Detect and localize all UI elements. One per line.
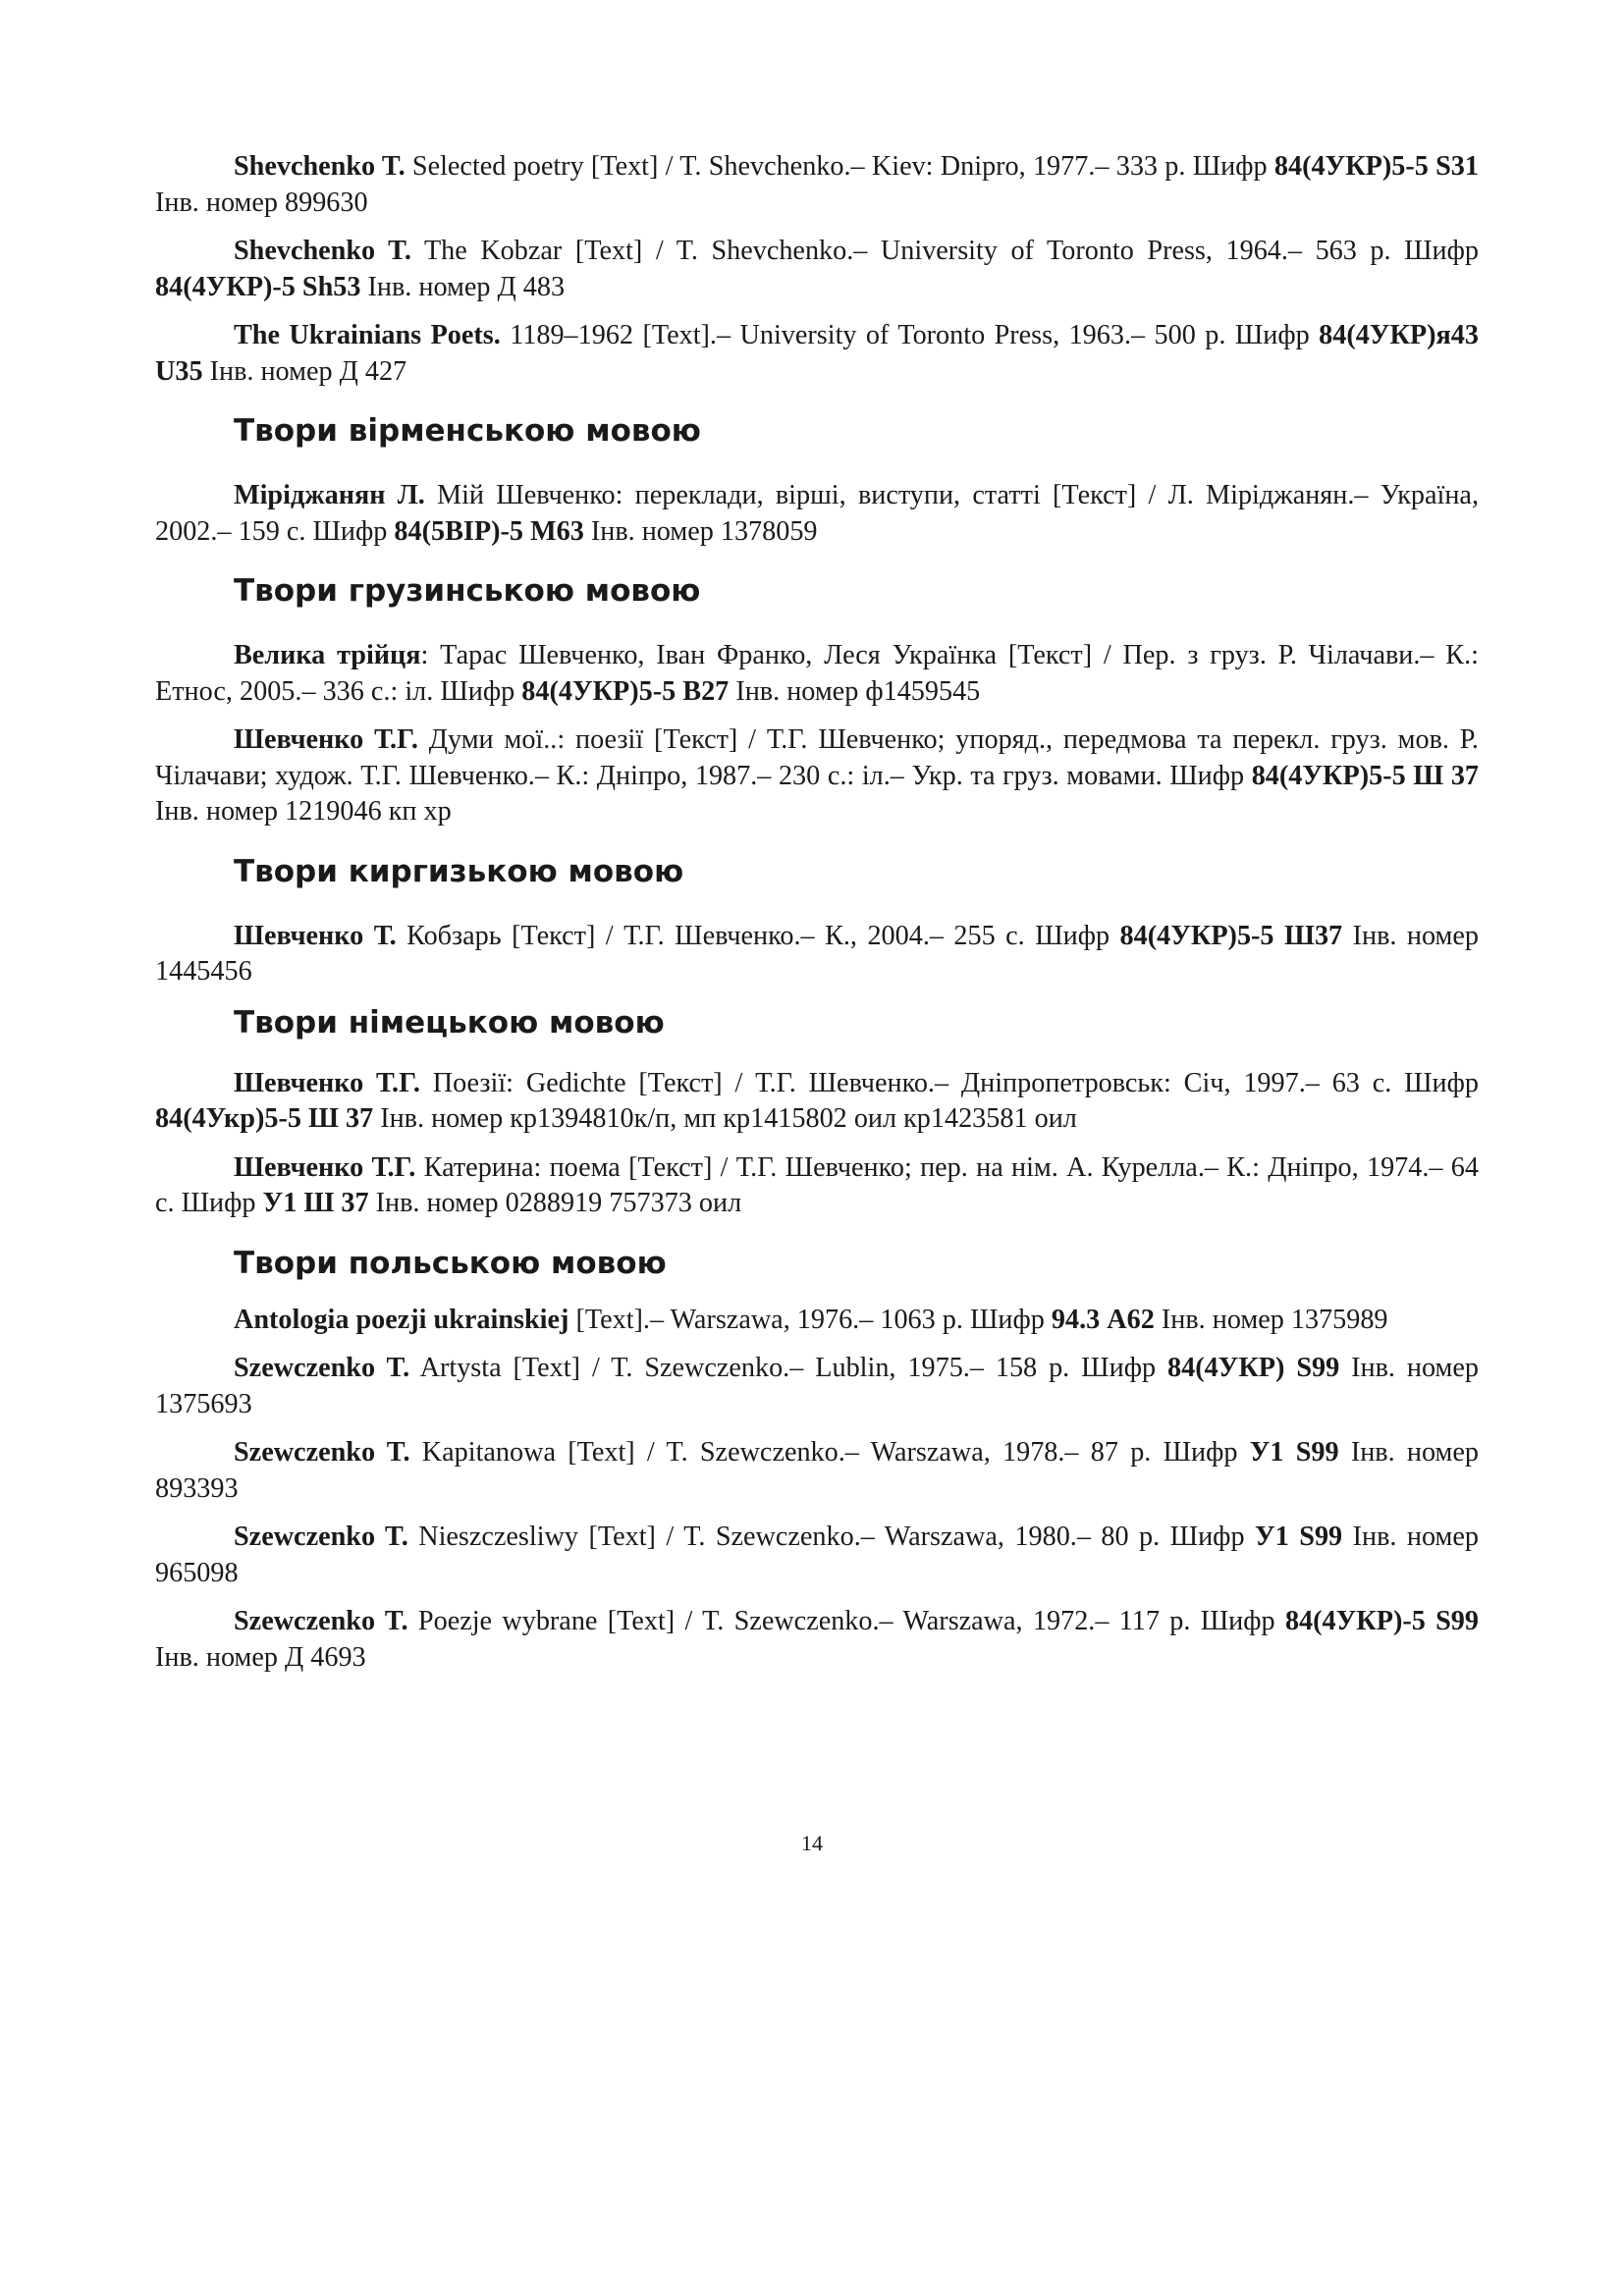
entry-description: Мій Шевченко: переклади, вірші, виступи, статті [Текст] / Л. Міріджанян.– Україна, 2002.– 159 с. Шифр <box>155 480 1479 547</box>
bibliography-entry <box>155 722 1479 830</box>
bibliography-entry <box>155 1351 1479 1422</box>
entry-inventory: Інв. номер кр1394810к/п, мп кр1415802 оил кр1423581 оил <box>373 1103 1077 1134</box>
bibliography-entry <box>155 1435 1479 1507</box>
entry-author: Шевченко Т.Г. <box>234 1151 416 1183</box>
entry-author: The Ukrainians Poets. <box>234 320 501 350</box>
bibliography-entry <box>155 149 1479 221</box>
entry-inventory: Інв. номер 1375693 <box>155 1353 1479 1419</box>
section-heading-kyrgyz: Твори киргизькою мовою <box>234 853 684 889</box>
entry-author: Szewczenko T. <box>234 1437 410 1468</box>
bibliography-entry <box>155 318 1479 390</box>
entry-description: Artysta [Text] / T. Szewczenko.– Lublin, 1975.– 158 p. Шифр <box>409 1353 1167 1383</box>
bibliography-entry <box>155 478 1479 550</box>
entry-author: Antologia poezji ukrainskiej <box>234 1304 569 1335</box>
entry-author: Shevchenko T. <box>234 236 411 266</box>
entry-inventory: Інв. номер 1445456 <box>155 920 1479 987</box>
entry-author: Shevchenko T. <box>234 151 406 182</box>
entry-author: Шевченко Т. <box>234 920 397 951</box>
entry-shelf-code: 84(4УКР) S99 <box>1167 1353 1340 1383</box>
section-heading-georgian: Твори грузинською мовою <box>234 573 701 609</box>
entry-shelf-code: У1 S99 <box>1249 1437 1339 1468</box>
entry-description: Думи мої..: поезії [Текст] / Т.Г. Шевченко; упоряд., передмова та перекл. груз. мов. Р. Чілачави; худож. Т.Г. Шевченко.– К.: Дніпро, 1987.– 230 с.: іл.– Укр. та груз. мовами. Шифр <box>155 724 1479 791</box>
entry-shelf-code: 84(4УКР)5-5 В27 <box>521 675 730 707</box>
entry-inventory: Інв. номер 1219046 кп хр <box>155 796 452 827</box>
entry-shelf-code: У1 S99 <box>1255 1522 1343 1552</box>
entry-description: : Тарас Шевченко, Іван Франко, Леся Українка [Текст] / Пер. з груз. Р. Чілачави.– К.: Етнос, 2005.– 336 с.: іл. Шифр <box>155 640 1479 707</box>
entry-description: Катерина: поема [Текст] / Т.Г. Шевченко; пер. на нім. А. Курелла.– К.: Дніпро, 1974.– 64 с. Шифр <box>155 1151 1479 1218</box>
entry-shelf-code: 84(4УКР)-5 Sh53 <box>155 271 361 302</box>
section-heading-german: Твори німецькою мовою <box>234 1004 665 1041</box>
entry-inventory: Інв. номер Д 4693 <box>155 1641 366 1673</box>
entry-author: Шевченко Т.Г. <box>234 724 418 755</box>
entry-author: Шевченко Т.Г. <box>234 1067 420 1098</box>
entry-author: Велика трійця <box>234 640 421 670</box>
bibliography-entry <box>155 1150 1479 1222</box>
entry-inventory: Інв. номер 893393 <box>155 1437 1479 1504</box>
entry-description: Kapitanowa [Text] / T. Szewczenko.– Warszawa, 1978.– 87 p. Шифр <box>409 1437 1250 1468</box>
entry-shelf-code: 84(4Укр)5-5 Ш 37 <box>155 1103 374 1134</box>
entry-author: Szewczenko T. <box>234 1353 410 1383</box>
entry-description: Poezje wybrane [Text] / T. Szewczenko.– Warszawa, 1972.– 117 p. Шифр <box>407 1606 1285 1636</box>
entry-author: Szewczenko T. <box>234 1606 408 1636</box>
entry-inventory: Інв. номер 965098 <box>155 1522 1479 1588</box>
entry-shelf-code: 84(4УКР)5-5 S31 <box>1273 151 1479 182</box>
entry-description: Поезії: Gedichte [Текст] / Т.Г. Шевченко.– Дніпропетровськ: Січ, 1997.– 63 с. Шифр <box>419 1067 1479 1098</box>
entry-description: [Text].– Warszawa, 1976.– 1063 p. Шифр <box>568 1304 1052 1335</box>
bibliography-entry <box>155 1066 1479 1138</box>
entry-inventory: Інв. номер Д 483 <box>360 271 566 302</box>
entry-description: 1189–1962 [Text].– University of Toronto Press, 1963.– 500 p. Шифр <box>500 320 1320 350</box>
entry-description: The Kobzar [Text] / T. Shevchenko.– University of Toronto Press, 1964.– 563 p. Шифр <box>410 236 1479 266</box>
entry-inventory: Інв. номер Д 427 <box>202 355 407 387</box>
entry-inventory: Інв. номер ф1459545 <box>729 675 981 707</box>
entry-inventory: Інв. номер 1375989 <box>1154 1304 1388 1335</box>
entry-description: Selected poetry [Text] / T. Shevchenko.– Kiev: Dnipro, 1977.– 333 p. Шифр <box>405 151 1274 182</box>
entry-shelf-code: 84(4УКР)5-5 Ш37 <box>1119 920 1343 951</box>
entry-description: Nieszczesliwy [Text] / T. Szewczenko.– Warszawa, 1980.– 80 p. Шифр <box>407 1522 1256 1552</box>
entry-inventory: Інв. номер 0288919 757373 оил <box>368 1188 742 1218</box>
entry-description: Кобзарь [Текст] / Т.Г. Шевченко.– К., 2004.– 255 с. Шифр <box>396 920 1120 951</box>
entry-inventory: Інв. номер 1378059 <box>583 515 818 547</box>
entry-author: Szewczenko T. <box>234 1522 408 1552</box>
entry-shelf-code: 84(5ВІР)-5 М63 <box>394 515 584 547</box>
bibliography-entry <box>155 234 1479 305</box>
entry-shelf-code: У1 Ш 37 <box>262 1188 369 1218</box>
entry-author: Міріджанян Л. <box>234 480 425 510</box>
entry-shelf-code: 84(4УКР)я43 U35 <box>155 320 1479 387</box>
section-heading-armenian: Твори вірменською мовою <box>234 413 701 449</box>
entry-shelf-code: 94.3 A62 <box>1051 1304 1155 1335</box>
bibliography-entry <box>155 1303 1479 1339</box>
bibliography-entry <box>155 919 1479 990</box>
page-number: 14 <box>801 1831 823 1855</box>
entry-shelf-code: 84(4УКР)-5 S99 <box>1284 1606 1479 1636</box>
section-heading-polish: Твори польською мовою <box>234 1245 667 1281</box>
bibliography-entry <box>155 1520 1479 1591</box>
bibliography-entry <box>155 1604 1479 1676</box>
entry-shelf-code: 84(4УКР)5-5 Ш 37 <box>1251 760 1480 791</box>
entry-inventory: Інв. номер 899630 <box>155 187 368 218</box>
bibliography-entry <box>155 638 1479 710</box>
document-page <box>155 149 1479 1688</box>
